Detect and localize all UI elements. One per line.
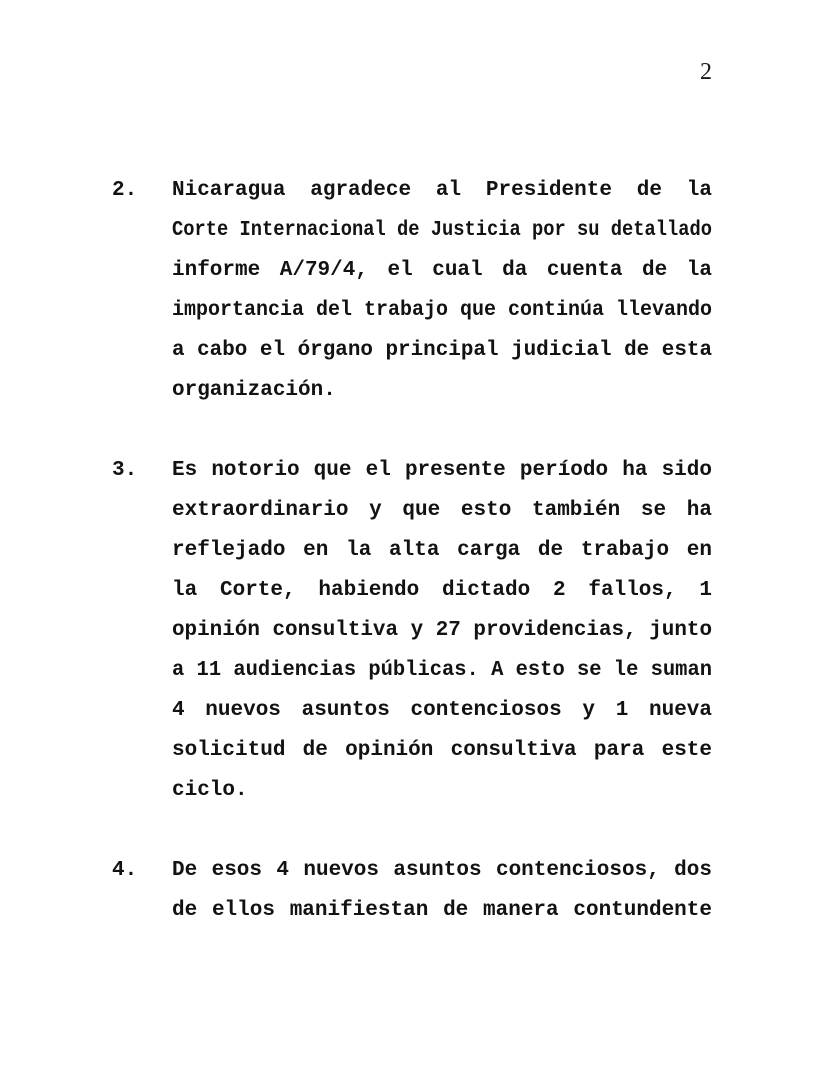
paragraph-2 bbox=[112, 171, 712, 411]
text-line bbox=[172, 371, 712, 411]
text-line-content: a cabo el órgano principal judicial de esta bbox=[172, 339, 712, 362]
text-line bbox=[172, 611, 712, 651]
text-line-content: importancia del trabajo que continúa llevando bbox=[172, 299, 712, 322]
text-line bbox=[172, 531, 712, 571]
text-line-content: la Corte, habiendo dictado 2 fallos, 1 bbox=[172, 579, 712, 602]
text-line-content: informe A/79/4, el cual da cuenta de la bbox=[172, 259, 712, 282]
text-line bbox=[172, 171, 712, 211]
text-line-content: de ellos manifiestan de manera contundente bbox=[172, 899, 712, 922]
paragraph-body bbox=[172, 171, 712, 411]
paragraph-body bbox=[172, 451, 712, 811]
text-line bbox=[172, 891, 712, 931]
paragraph-body bbox=[172, 851, 712, 931]
paragraph-3 bbox=[112, 451, 712, 811]
text-line-content: solicitud de opinión consultiva para este bbox=[172, 739, 712, 762]
text-line bbox=[172, 451, 712, 491]
page-number: 2 bbox=[700, 59, 712, 85]
text-line bbox=[172, 571, 712, 611]
text-line-content: De esos 4 nuevos asuntos contenciosos, dos bbox=[172, 859, 712, 882]
text-line-content: Es notorio que el presente período ha sido bbox=[172, 459, 712, 482]
text-line-content: opinión consultiva y 27 providencias, junto bbox=[172, 619, 712, 642]
text-line-content: extraordinario y que esto también se ha bbox=[172, 499, 712, 522]
text-line-content: Nicaragua agradece al Presidente de la bbox=[172, 179, 712, 202]
paragraph-4 bbox=[112, 851, 712, 931]
text-line bbox=[172, 331, 712, 371]
text-line-content: a 11 audiencias públicas. A esto se le suman bbox=[172, 659, 712, 682]
text-line bbox=[172, 211, 712, 251]
paragraph-number: 3. bbox=[112, 459, 138, 482]
text-line bbox=[172, 731, 712, 771]
text-line bbox=[172, 251, 712, 291]
text-line bbox=[172, 491, 712, 531]
text-line-content: 4 nuevos asuntos contenciosos y 1 nueva bbox=[172, 699, 712, 722]
text-line bbox=[172, 691, 712, 731]
text-line bbox=[172, 771, 712, 811]
text-line bbox=[172, 651, 712, 691]
text-line bbox=[172, 851, 712, 891]
text-line-content: reflejado en la alta carga de trabajo en bbox=[172, 539, 712, 562]
text-line-content: Corte Internacional de Justicia por su detallado bbox=[172, 219, 712, 242]
document-body bbox=[112, 171, 712, 971]
paragraph-number: 4. bbox=[112, 859, 138, 882]
text-line-content: organización. bbox=[172, 379, 336, 402]
text-line bbox=[172, 291, 712, 331]
text-line-content: ciclo. bbox=[172, 779, 248, 802]
paragraph-number: 2. bbox=[112, 179, 138, 202]
